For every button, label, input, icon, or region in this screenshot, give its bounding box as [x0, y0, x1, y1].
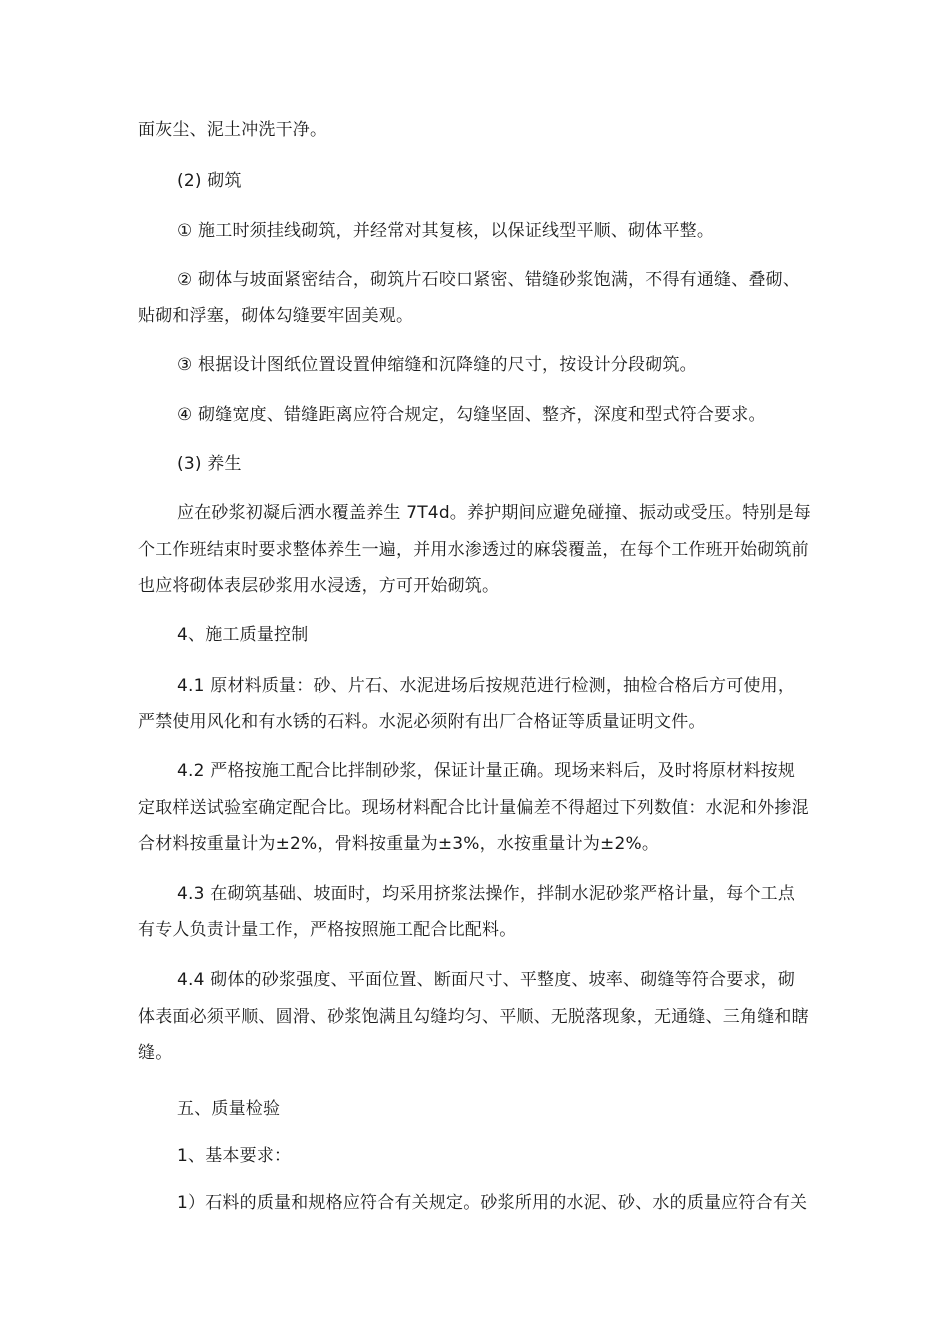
text-line: 合材料按重量计为±2%，骨料按重量为±3%，水按重量计为±2%。 [138, 834, 660, 854]
text-line: ① 施工时须挂线砌筑，并经常对其复核，以保证线型平顺、砌体平整。 [177, 221, 715, 241]
section-heading: (2) 砌筑 [177, 171, 242, 191]
text-line: 贴砌和浮塞，砌体勾缝要牢固美观。 [138, 306, 414, 326]
text-line: 应在砂浆初凝后洒水覆盖养生 7T4d。养护期间应避免碰撞、振动或受压。特别是每 [177, 503, 812, 523]
text-line: 4.3 在砌筑基础、坡面时，均采用挤浆法操作，拌制水泥砂浆严格计量，每个工点 [177, 884, 796, 904]
text-line: 也应将砌体表层砂浆用水浸透，方可开始砌筑。 [138, 576, 500, 596]
text-line: 严禁使用风化和有水锈的石料。水泥必须附有出厂合格证等质量证明文件。 [138, 712, 706, 732]
text-line: 4.2 严格按施工配合比拌制砂浆，保证计量正确。现场来料后，及时将原材料按规 [177, 761, 796, 781]
text-line: 4.1 原材料质量：砂、片石、水泥进场后按规范进行检测，抽检合格后方可使用， [177, 676, 796, 696]
text-line: ③ 根据设计图纸位置设置伸缩缝和沉降缝的尺寸，按设计分段砌筑。 [177, 355, 697, 375]
text-line: 有专人负责计量工作，严格按照施工配合比配料。 [138, 920, 517, 940]
section-heading: (3) 养生 [177, 454, 242, 474]
text-line: 4.4 砌体的砂浆强度、平面位置、断面尺寸、平整度、坡率、砌缝等符合要求，砌 [177, 970, 796, 990]
text-line: 1）石料的质量和规格应符合有关规定。砂浆所用的水泥、砂、水的质量应符合有关 [177, 1193, 808, 1213]
section-heading: 4、施工质量控制 [177, 625, 309, 645]
text-line: 定取样送试验室确定配合比。现场材料配合比计量偏差不得超过下列数值：水泥和外掺混 [138, 798, 809, 818]
text-line: 个工作班结束时要求整体养生一遍，并用水渗透过的麻袋覆盖，在每个工作班开始砌筑前 [138, 540, 809, 560]
section-heading: 五、质量检验 [177, 1099, 281, 1119]
text-line: 体表面必须平顺、圆滑、砂浆饱满且勾缝均匀、平顺、无脱落现象，无通缝、三角缝和瞎 [138, 1007, 809, 1027]
text-line: 缝。 [138, 1043, 173, 1063]
text-line: 面灰尘、泥土冲洗干净。 [138, 120, 328, 140]
text-line: ④ 砌缝宽度、错缝距离应符合规定，勾缝坚固、整齐，深度和型式符合要求。 [177, 405, 766, 425]
section-heading: 1、基本要求： [177, 1146, 292, 1166]
text-line: ② 砌体与坡面紧密结合，砌筑片石咬口紧密、错缝砂浆饱满，不得有通缝、叠砌、 [177, 270, 801, 290]
